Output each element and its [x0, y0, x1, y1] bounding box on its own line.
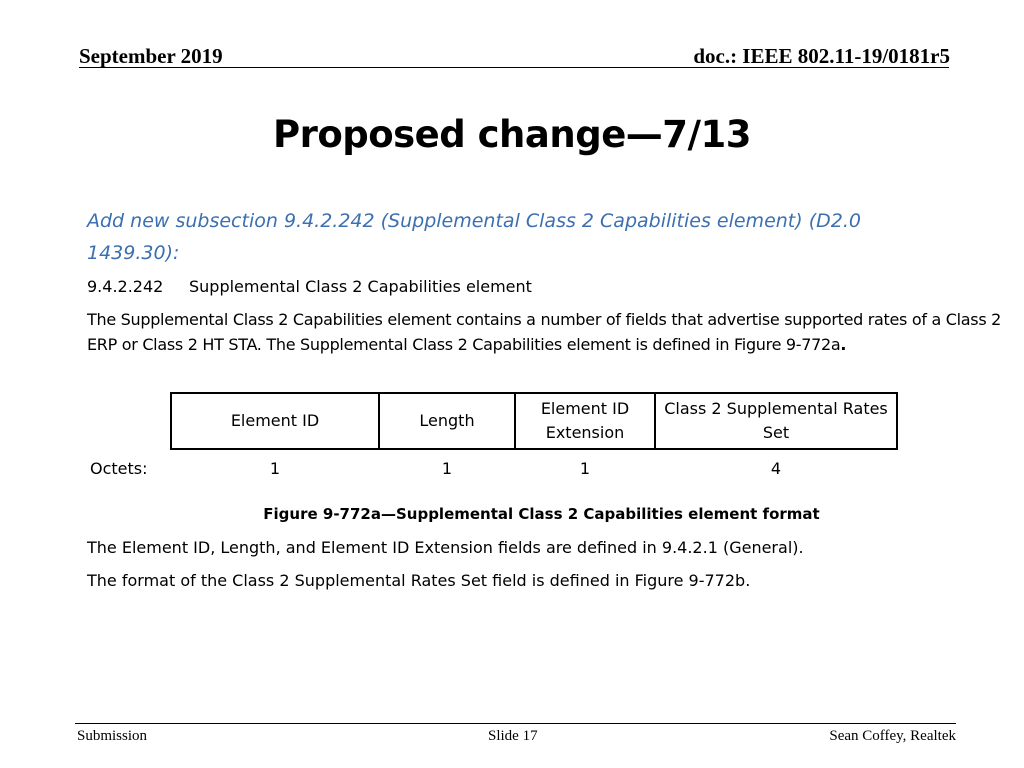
header-divider [79, 67, 949, 68]
field-cell: Length [379, 393, 515, 449]
description-paragraph [87, 307, 1002, 357]
slide-content [87, 205, 1002, 357]
subsection-title: Supplemental Class 2 Capabilities element [189, 277, 532, 296]
octets-row [87, 449, 897, 488]
slide-title: Proposed change—7/13 [272, 113, 752, 156]
field-cell: Element ID [171, 393, 379, 449]
header-date: September 2019 [79, 44, 223, 68]
table-spacer [87, 393, 171, 449]
octet-cell: 1 [269, 459, 281, 478]
footer-author: Sean Coffey, Realtek [829, 728, 956, 744]
definition-paragraph: The format of the Class 2 Supplemental Rates Set field is defined in Figure 9-772b. [87, 571, 751, 590]
footer-divider [75, 723, 956, 724]
figure-caption: Figure 9-772a—Supplemental Class 2 Capabilities element format [263, 505, 820, 523]
octet-cell: 4 [770, 459, 782, 478]
header-doc-id: doc.: IEEE 802.11-19/0181r5 [693, 44, 950, 68]
subsection-number: 9.4.2.242 [87, 277, 164, 296]
octet-cell: 1 [441, 459, 453, 478]
field-cell: Class 2 Supplemental Rates Set [655, 393, 897, 449]
octets-label: Octets: [90, 458, 148, 478]
description-text: The Supplemental Class 2 Capabilities element contains a number of fields that advertise supported rates of a Class 2 ERP or Class 2 HT STA. The Supplemental Class 2 Capabilities element is defined in Figure 9-772a [87, 310, 1002, 354]
octet-cell: 1 [579, 459, 591, 478]
element-format-table [87, 392, 898, 488]
field-cell: Element ID Extension [515, 393, 655, 449]
definition-paragraphs [87, 536, 804, 602]
field-header-row [87, 393, 897, 449]
description-end: . [840, 335, 847, 354]
subsection-heading [87, 275, 1002, 299]
instruction-text: Add new subsection 9.4.2.242 (Supplemental Class 2 Capabilities element) (D2.0 1439.30): [87, 210, 861, 264]
definition-paragraph: The Element ID, Length, and Element ID Extension fields are defined in 9.4.2.1 (General). [87, 538, 804, 557]
footer-submission: Submission [77, 728, 148, 744]
footer-slide-number: Slide 17 [488, 728, 538, 744]
